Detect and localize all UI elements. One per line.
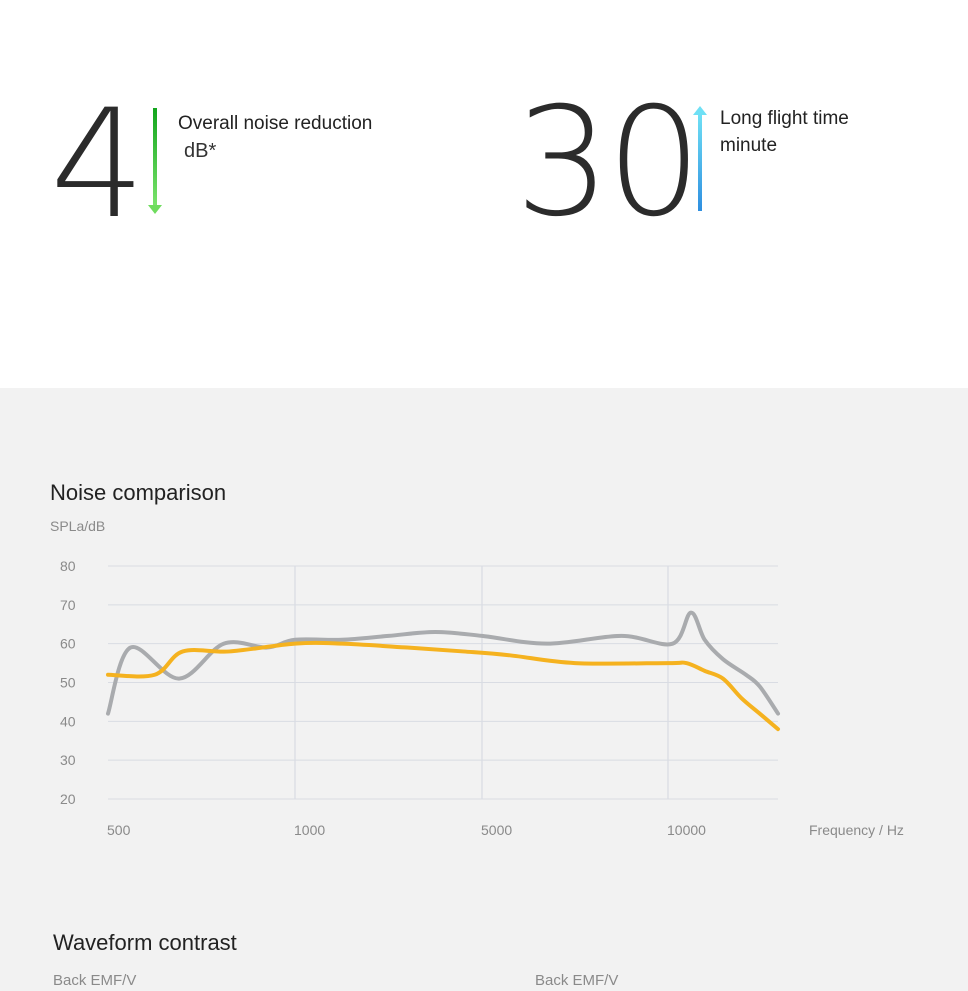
chart-title: Noise comparison <box>50 480 227 505</box>
y-tick-label: 30 <box>60 752 76 769</box>
x-tick-label: 500 <box>107 822 131 838</box>
chart-grid <box>108 566 778 799</box>
noise-reduction-unit: dB* <box>184 140 217 162</box>
y-tick-label: 50 <box>60 674 76 691</box>
y-tick-label: 70 <box>60 596 76 613</box>
noise-reduction-label: Overall noise reduction <box>178 113 373 134</box>
chart-series <box>108 613 778 730</box>
waveform-right-label: Back EMF/V <box>535 972 619 989</box>
waveform-left-label: Back EMF/V <box>53 972 137 989</box>
x-axis-label: Frequency / Hz <box>809 822 904 838</box>
flight-time-number: 30 <box>515 76 698 250</box>
x-tick-label: 10000 <box>667 822 706 838</box>
y-tick-label: 40 <box>60 713 76 730</box>
y-axis-label: SPLa/dB <box>50 518 106 534</box>
flight-time-unit: minute <box>720 135 778 156</box>
noise-reduction-number: 4 <box>50 78 142 252</box>
y-tick-label: 60 <box>60 635 76 652</box>
x-tick-label: 1000 <box>294 822 326 838</box>
waveform-title: Waveform contrast <box>53 930 237 955</box>
x-tick-label: 5000 <box>481 822 513 838</box>
flight-time-label: Long flight time <box>720 108 849 129</box>
y-tick-label: 80 <box>60 558 76 574</box>
y-tick-label: 20 <box>60 791 76 807</box>
chart-ticks <box>60 558 706 838</box>
